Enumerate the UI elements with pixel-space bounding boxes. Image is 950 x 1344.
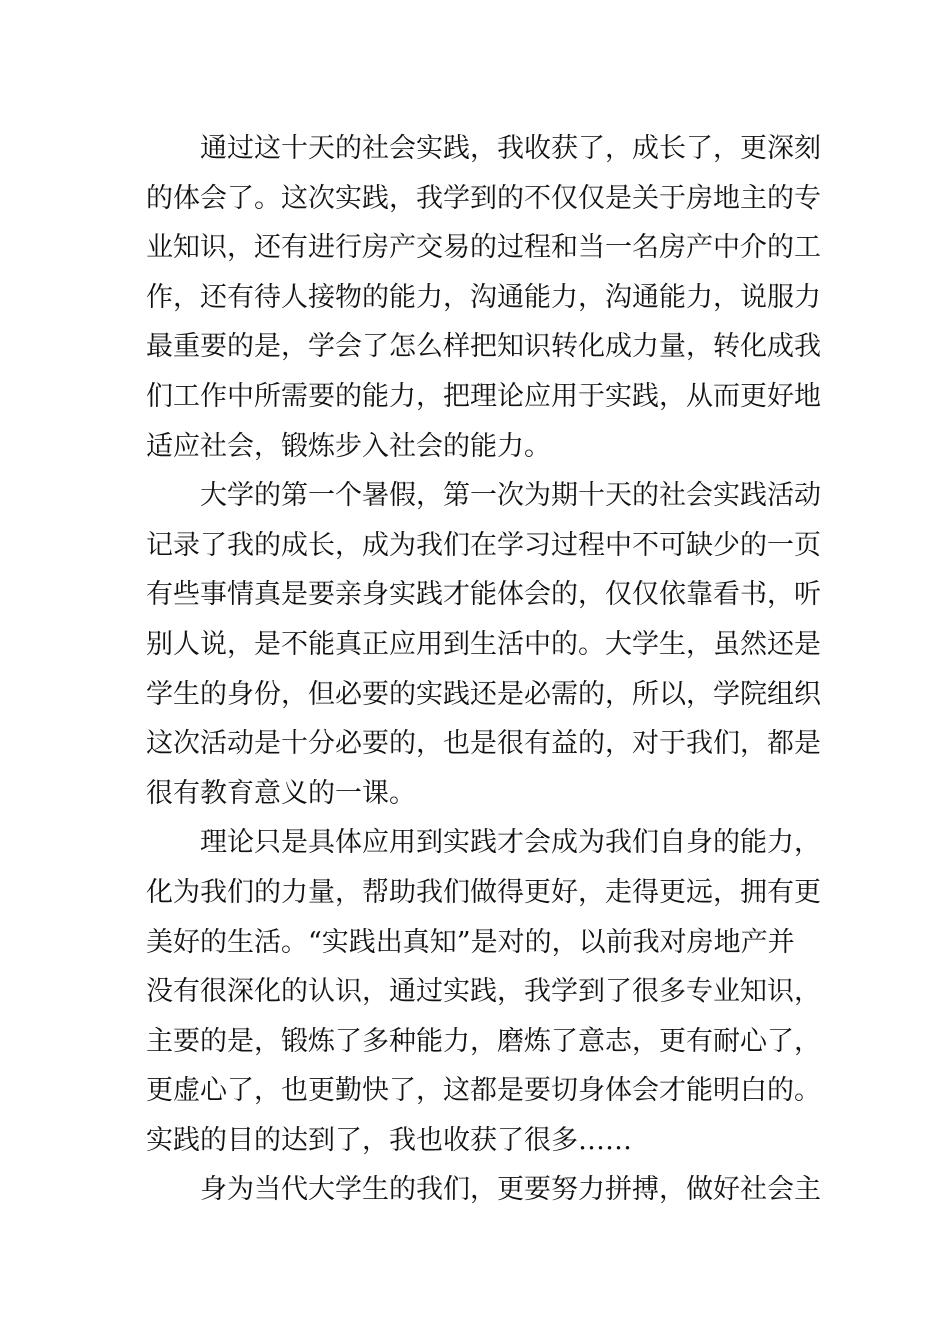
paragraph-line: 学生的身份，但必要的实践还是必需的，所以，学院组织	[146, 678, 821, 710]
paragraph-line: 没有很深化的认识，通过实践，我学到了很多专业知识，	[146, 976, 821, 1008]
paragraph-line: 很有教育意义的一课。	[146, 777, 416, 809]
paragraph-line: 化为我们的力量，帮助我们做得更好，走得更远，拥有更	[146, 876, 821, 908]
paragraph-line: 业知识，还有进行房产交易的过程和当一名房产中介的工	[146, 232, 821, 264]
paragraph-line: 的体会了。这次实践，我学到的不仅仅是关于房地主的专	[146, 182, 821, 214]
paragraph-line: 记录了我的成长，成为我们在学习过程中不可缺少的一页	[146, 529, 821, 561]
paragraph-line: 别人说，是不能真正应用到生活中的。大学生，虽然还是	[146, 628, 821, 660]
paragraph-line: 这次活动是十分必要的，也是很有益的，对于我们，都是	[146, 728, 821, 760]
paragraph-line: 身为当代大学生的我们，更要努力拼搏，做好社会主	[200, 1174, 821, 1206]
paragraph-line: 实践的目的达到了，我也收获了很多……	[146, 1124, 632, 1156]
paragraph-2	[146, 471, 821, 818]
paragraph-line: 美好的生活。“实践出真知”是对的，以前我对房地产并	[146, 926, 795, 958]
paragraph-line: 最重要的是，学会了怎么样把知识转化成力量，转化成我	[146, 331, 821, 363]
paragraph-line: 适应社会，锻炼步入社会的能力。	[146, 430, 551, 462]
paragraph-line: 作，还有待人接物的能力，沟通能力，沟通能力，说服力	[146, 281, 821, 313]
document-body	[146, 124, 821, 1215]
paragraph-line: 主要的是，锻炼了多种能力，磨炼了意志，更有耐心了，	[146, 1025, 821, 1057]
paragraph-line: 们工作中所需要的能力，把理论应用于实践，从而更好地	[146, 380, 821, 412]
paragraph-3	[146, 818, 821, 1165]
paragraph-line: 有些事情真是要亲身实践才能体会的，仅仅依靠看书，听	[146, 579, 821, 611]
paragraph-line: 更虚心了，也更勤快了，这都是要切身体会才能明白的。	[146, 1075, 821, 1107]
paragraph-line: 大学的第一个暑假，第一次为期十天的社会实践活动	[200, 480, 821, 512]
paragraph-line: 理论只是具体应用到实践才会成为我们自身的能力，	[200, 827, 821, 859]
paragraph-1	[146, 124, 821, 471]
paragraph-line: 通过这十天的社会实践，我收获了，成长了，更深刻	[200, 133, 821, 164]
paragraph-4	[146, 1165, 821, 1215]
